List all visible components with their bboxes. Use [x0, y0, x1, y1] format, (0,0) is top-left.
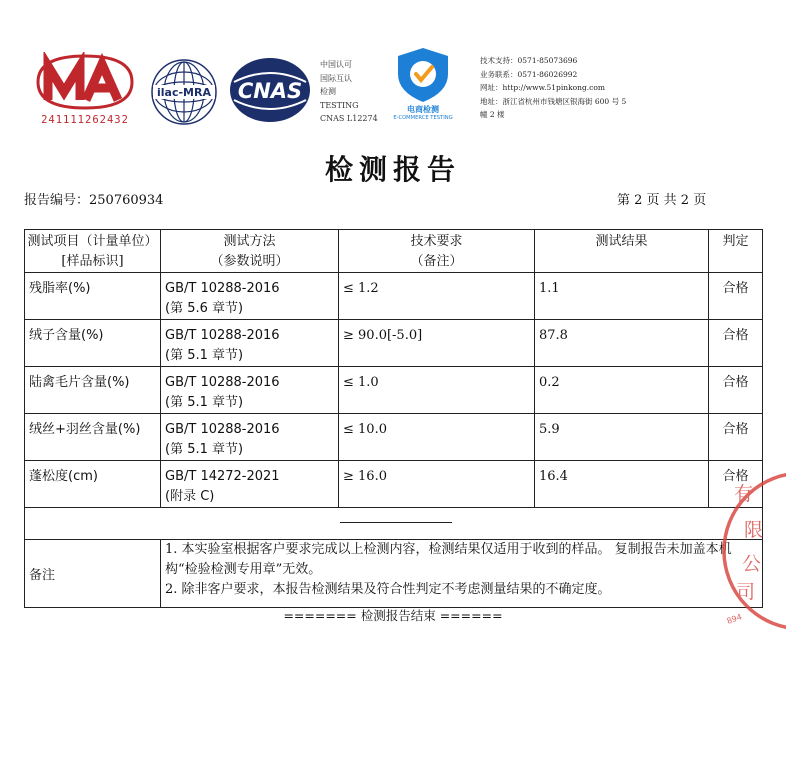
contact-line: 业务联系：0571-86026992 — [480, 69, 578, 79]
header-requirement: 技术要求 （备注） — [339, 230, 535, 273]
cell-item: 绒子含量(%) — [25, 320, 161, 367]
page-indicator: 第 2 页 共 2 页 — [617, 193, 707, 208]
table-row — [25, 320, 763, 367]
header-verdict: 判定 — [709, 230, 763, 273]
cnas-logo — [228, 56, 312, 124]
contact-website: 网址：http://www.51pinkong.com — [480, 83, 605, 92]
svg-text:有 限 公 司: 有 限 公 司 — [734, 483, 764, 603]
report-end-marker: ======= 检测报告结束 ====== — [283, 608, 503, 623]
cell-requirement: ≤ 1.0 — [339, 367, 535, 414]
cnas-info-line: 中国认可 — [320, 60, 352, 69]
company-seal-stamp — [692, 466, 786, 636]
cell-item: 蓬松度(cm) — [25, 461, 161, 508]
blank-separator-row — [25, 508, 763, 540]
header-test-method: 测试方法 （参数说明） — [161, 230, 339, 273]
cnas-logo-text: CNAS — [237, 79, 303, 103]
cell-verdict: 合格 — [709, 367, 763, 414]
test-results-table — [24, 229, 763, 608]
cell-verdict: 合格 — [709, 273, 763, 320]
cma-number: 241111262432 — [41, 114, 129, 126]
cell-result: 1.1 — [535, 273, 709, 320]
cnas-info-line: CNAS L12274 — [320, 114, 378, 123]
cnas-info-line: TESTING — [320, 100, 359, 110]
cell-requirement: ≥ 16.0 — [339, 461, 535, 508]
table-row — [25, 414, 763, 461]
cell-method: GB/T 10288-2016 (第 5.1 章节) — [161, 414, 339, 461]
svg-text:894: 894 — [725, 612, 744, 626]
cell-item: 绒丝+羽丝含量(%) — [25, 414, 161, 461]
ecommerce-name: 电商检测 — [407, 105, 439, 114]
cma-logo — [34, 52, 136, 130]
cell-requirement: ≥ 90.0[-5.0] — [339, 320, 535, 367]
ilac-logo-text: ilac-MRA — [157, 86, 211, 99]
cell-verdict: 合格 — [709, 320, 763, 367]
table-row — [25, 367, 763, 414]
table-row — [25, 273, 763, 320]
remarks-row — [25, 540, 763, 608]
header-test-item: 测试项目（计量单位） [样品标识] — [25, 230, 161, 273]
ilac-mra-logo — [150, 58, 218, 126]
cell-verdict: 合格 — [709, 414, 763, 461]
blank-cell — [25, 508, 763, 540]
ecommerce-subtitle: E-COMMERCE TESTING — [393, 115, 453, 121]
cell-item: 残脂率(%) — [25, 273, 161, 320]
cell-requirement: ≤ 1.2 — [339, 273, 535, 320]
cnas-info-line: 国际互认 — [320, 73, 352, 83]
cell-method: GB/T 14272-2021 (附录 C) — [161, 461, 339, 508]
contact-line: 幢 2 楼 — [480, 110, 505, 119]
cell-item: 陆禽毛片含量(%) — [25, 367, 161, 414]
header-result: 测试结果 — [535, 230, 709, 273]
cell-method: GB/T 10288-2016 (第 5.1 章节) — [161, 320, 339, 367]
table-header-row — [25, 230, 763, 273]
contact-line: 技术支持：0571-85073696 — [480, 56, 578, 65]
cell-method: GB/T 10288-2016 (第 5.6 章节) — [161, 273, 339, 320]
remarks-content — [161, 540, 763, 608]
cell-verdict: 合格 — [709, 461, 763, 508]
table-row — [25, 461, 763, 508]
remarks-label: 备注 — [25, 540, 161, 608]
report-number: 报告编号：250760934 — [24, 193, 164, 208]
blank-line — [340, 522, 452, 523]
cell-result: 5.9 — [535, 414, 709, 461]
contact-info — [480, 54, 660, 122]
remark-item: 1. 本实验室根据客户要求完成以上检测内容，检测结果仅适用于收到的样品。 复制报告未加盖本机构“检验检测专用章”无效。 — [165, 542, 732, 577]
cell-method: GB/T 10288-2016 (第 5.1 章节) — [161, 367, 339, 414]
cell-result: 0.2 — [535, 367, 709, 414]
cell-requirement: ≤ 10.0 — [339, 414, 535, 461]
contact-line: 地址：浙江省杭州市钱塘区银海街 600 号 5 — [480, 96, 627, 106]
document-title: 检测报告 — [324, 153, 461, 186]
cnas-info-line: 检测 — [320, 87, 336, 96]
cell-result: 87.8 — [535, 320, 709, 367]
cell-result: 16.4 — [535, 461, 709, 508]
remark-item: 2. 除非客户要求，本报告检测结果及符合性判定不考虑测量结果的不确定度。 — [165, 582, 611, 597]
